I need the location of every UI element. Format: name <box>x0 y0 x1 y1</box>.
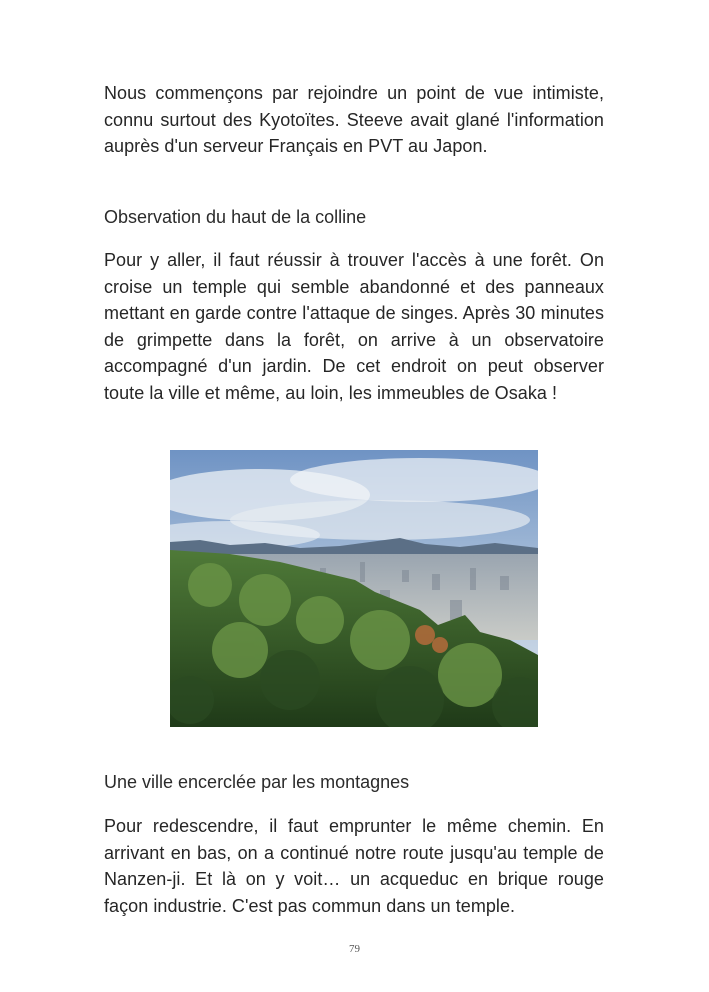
descent-paragraph: Pour redescendre, il faut emprunter le même chemin. En arrivant en bas, on a continué notre route jusqu'au temple de Nanzen-ji. Et là on y voit… un acqueduc en brique rouge façon industrie. C'est pas commun dans un temple. <box>104 816 604 916</box>
section-caption-mountains: Une ville encerclée par les montagnes <box>104 772 410 792</box>
section-caption-hill: Observation du haut de la colline <box>104 207 367 227</box>
kyoto-panorama-photo <box>170 450 538 727</box>
intro-paragraph: Nous commençons par rejoindre un point de vue intimiste, connu surtout des Kyotoïtes. Steeve avait glané l'information auprès d'un serveur Français en PVT au Japon. <box>104 83 604 157</box>
hike-paragraph: Pour y aller, il faut réussir à trouver l'accès à une forêt. On croise un temple qui semble abandonné et des panneaux mettant en garde contre l'attaque de singes. Après 30 minutes de grimpette dans la forêt, on arrive à un observatoire accompagné d'un jardin. De cet endroit on peut observer toute la ville et même, au loin, les immeubles de Osaka ! <box>104 250 604 403</box>
page-number: 79 <box>349 943 360 955</box>
